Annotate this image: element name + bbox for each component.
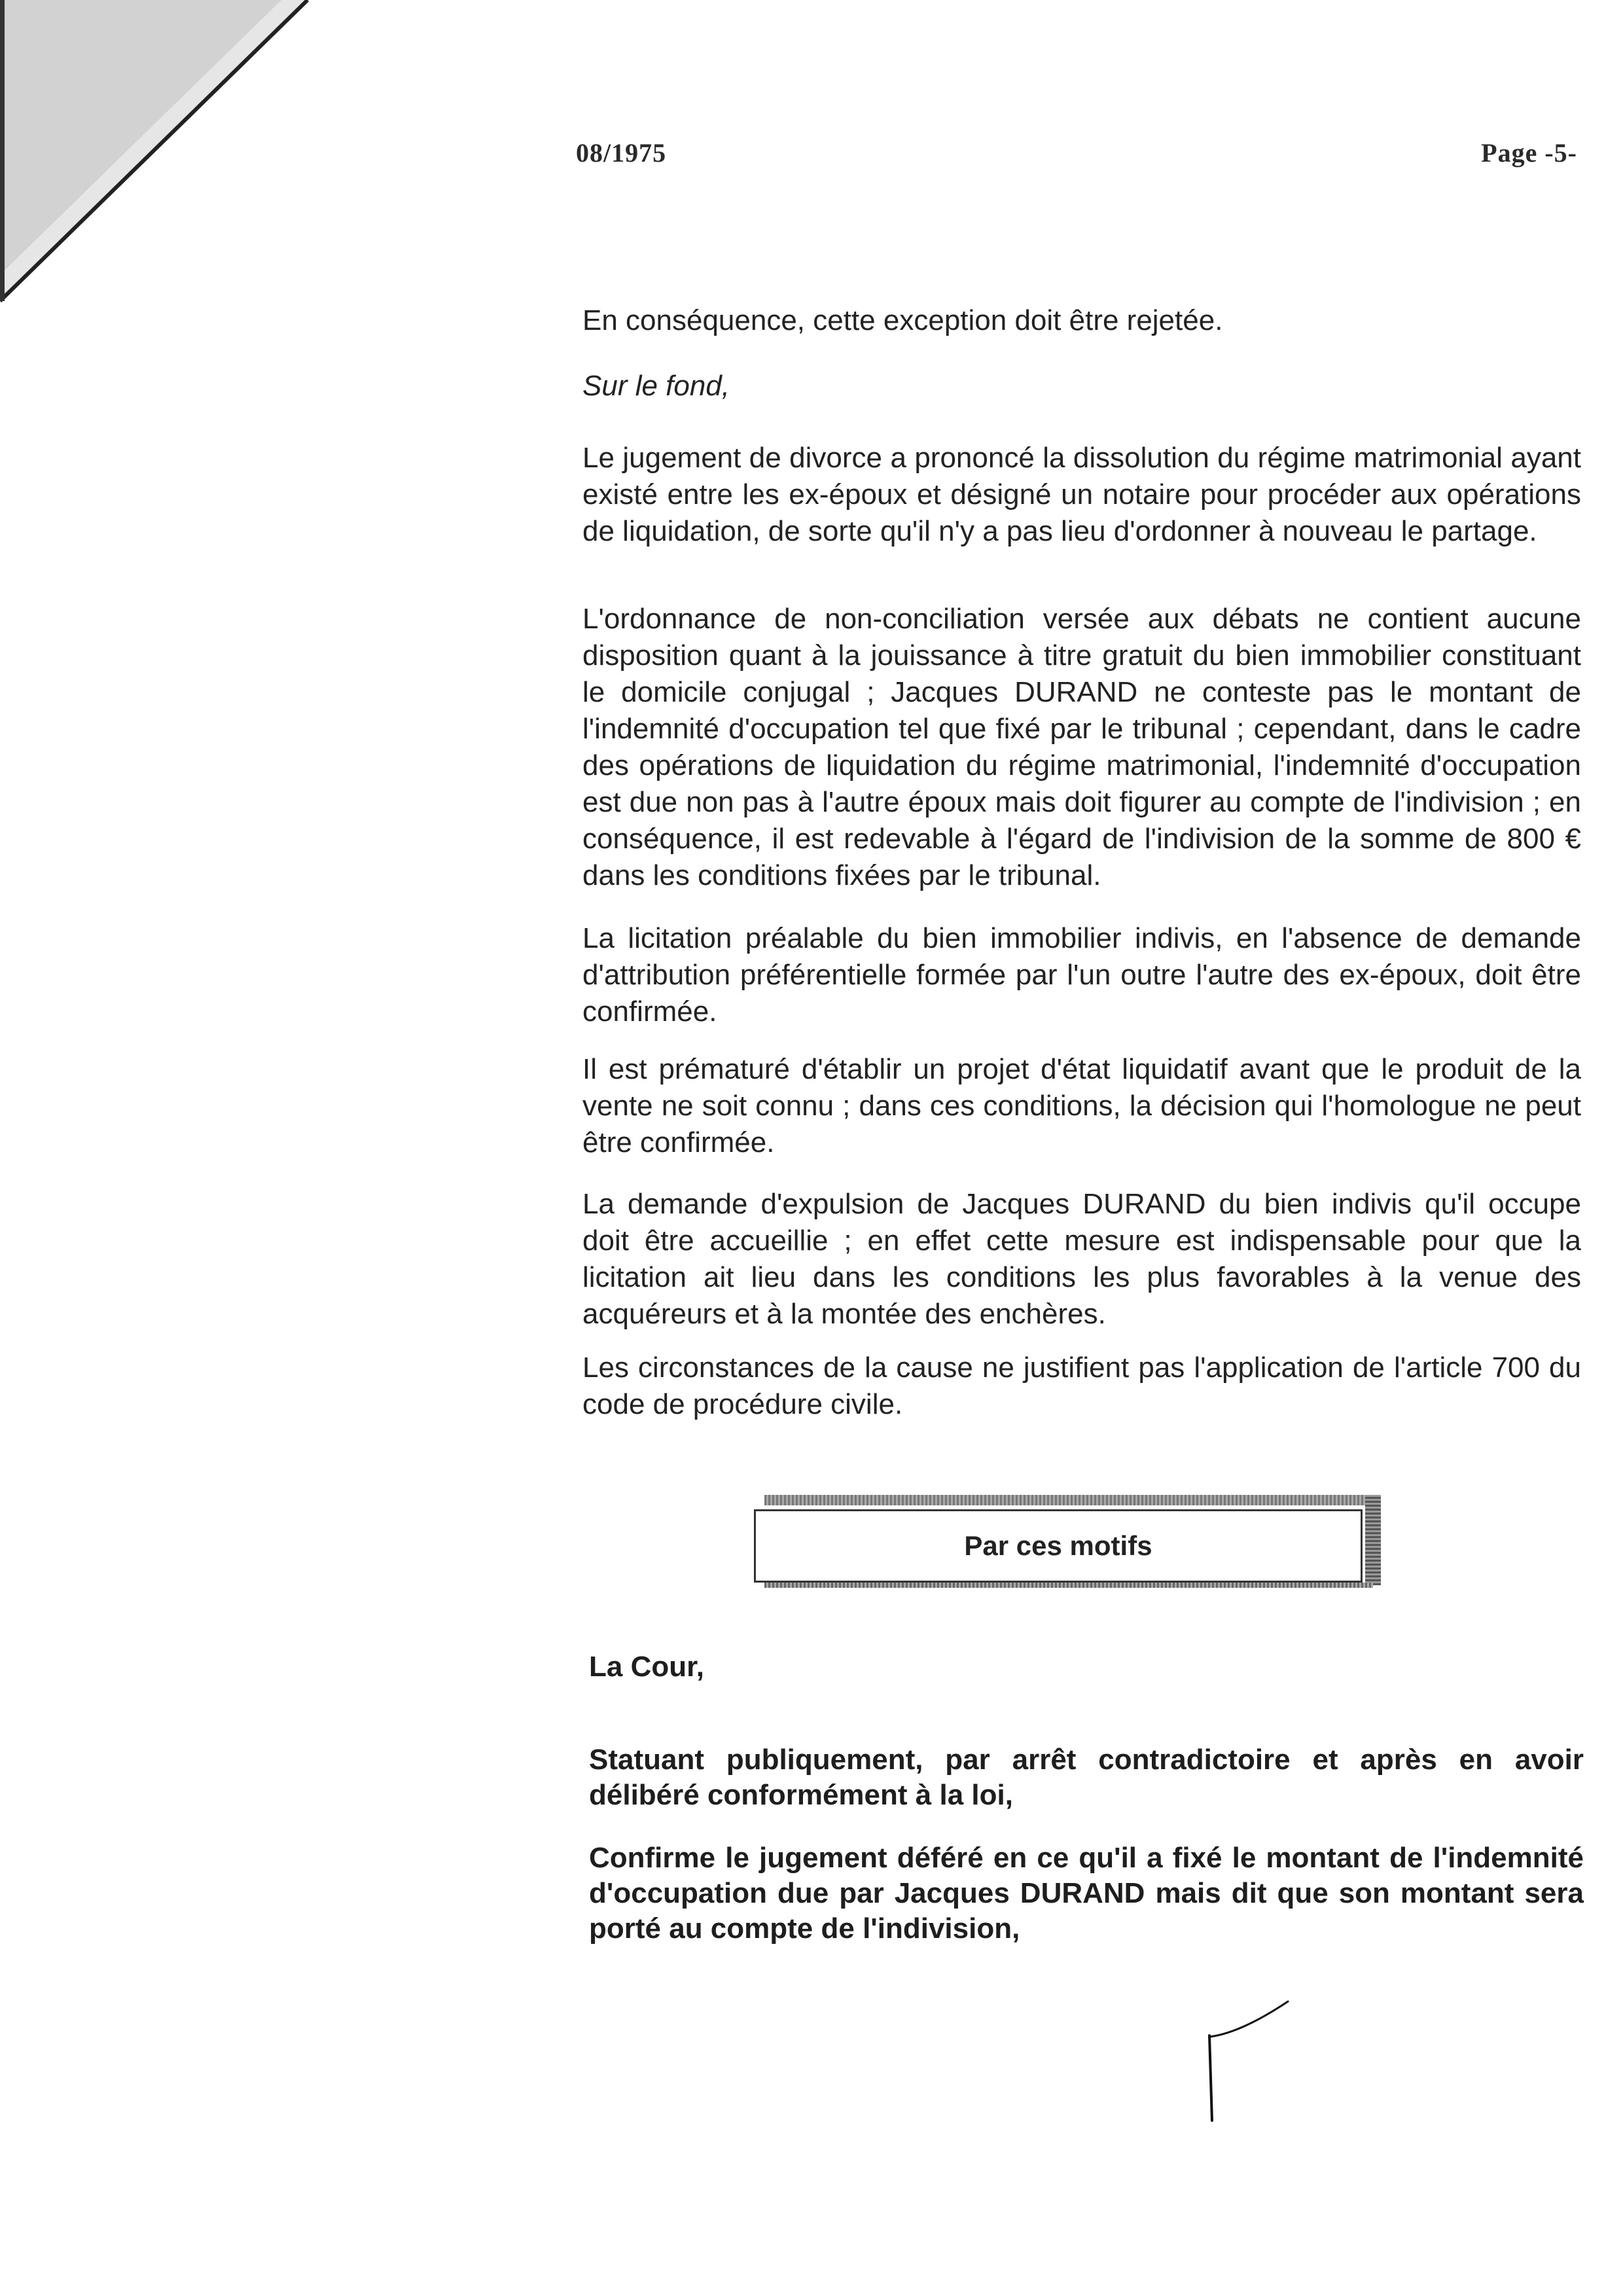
motifs-box-shadow [764,1495,1381,1505]
ruling-confirme: Confirme le jugement déféré en ce qu'il a fixé le montant de l'indemnité d'occupation due par Jacques DURAND mais dit que son montant sera porté au compte de l'indivision, [589,1842,1584,1945]
section-heading-sur-le-fond: Sur le fond, [582,370,730,402]
case-reference: 08/1975 [576,138,667,168]
handwritten-paraph [1204,1996,1296,2127]
folded-page-corner [0,0,314,308]
paragraph-liquidation-project: Il est prématuré d'établir un projet d'état liquidatif avant que le produit de la vente ne soit connu ; dans ces conditions, la décision qui l'homologue ne peut être confirmée. [582,1053,1581,1158]
paragraph-occupation-indemnity: L'ordonnance de non-conciliation versée aux débats ne contient aucune disposition quant à la jouissance à titre gratuit du bien immobilier constituant le domicile conjugal ; Jacques DURAND ne conteste pas le montant de l'indemnité d'occupation tel que fixé par le tribunal ; cependant, dans le cadre des opérations de liquidation du régime matrimonial, l'indemnité d'occupation est due non pas à l'autre époux mais doit figurer au compte de l'indivision ; en conséquence, il est redevable à l'égard de l'indivision de la somme de 800 € dans les conditions fixées par le tribunal. [582,603,1581,891]
motifs-box-shadow-side [1365,1495,1381,1585]
motifs-heading-label: Par ces motifs [964,1530,1152,1561]
paragraph-divorce-judgment: Le jugement de divorce a prononcé la dissolution du régime matrimonial ayant existé entre les ex-époux et désigné un notaire pour procéder aux opérations de liquidation, de sorte qu'il n'y a pas lieu d'ordonner à nouveau le partage. [582,442,1581,547]
motifs-box-shadow-bottom [764,1583,1373,1588]
page-number: Page -5- [1481,138,1577,168]
paragraph-exception-rejected: En conséquence, cette exception doit être rejetée. [582,304,1223,336]
paragraph-article-700: Les circonstances de la cause ne justifient pas l'application de l'article 700 du code de procédure civile. [582,1352,1581,1420]
ruling-court: La Cour, [589,1651,705,1683]
motifs-heading [754,1509,1363,1583]
paragraph-expulsion: La demande d'expulsion de Jacques DURAND du bien indivis qu'il occupe doit être accueillie ; en effet cette mesure est indispensable pour que la licitation ait lieu dans les conditions les plus favorables à la venue des acquéreurs et à la montée des enchères. [582,1188,1581,1330]
ruling-statuant: Statuant publiquement, par arrêt contradictoire et après en avoir délibéré conformément à la loi, [589,1744,1584,1811]
paragraph-licitation: La licitation préalable du bien immobilier indivis, en l'absence de demande d'attribution préférentielle formée par l'un outre l'autre des ex-époux, doit être confirmée. [582,922,1581,1028]
